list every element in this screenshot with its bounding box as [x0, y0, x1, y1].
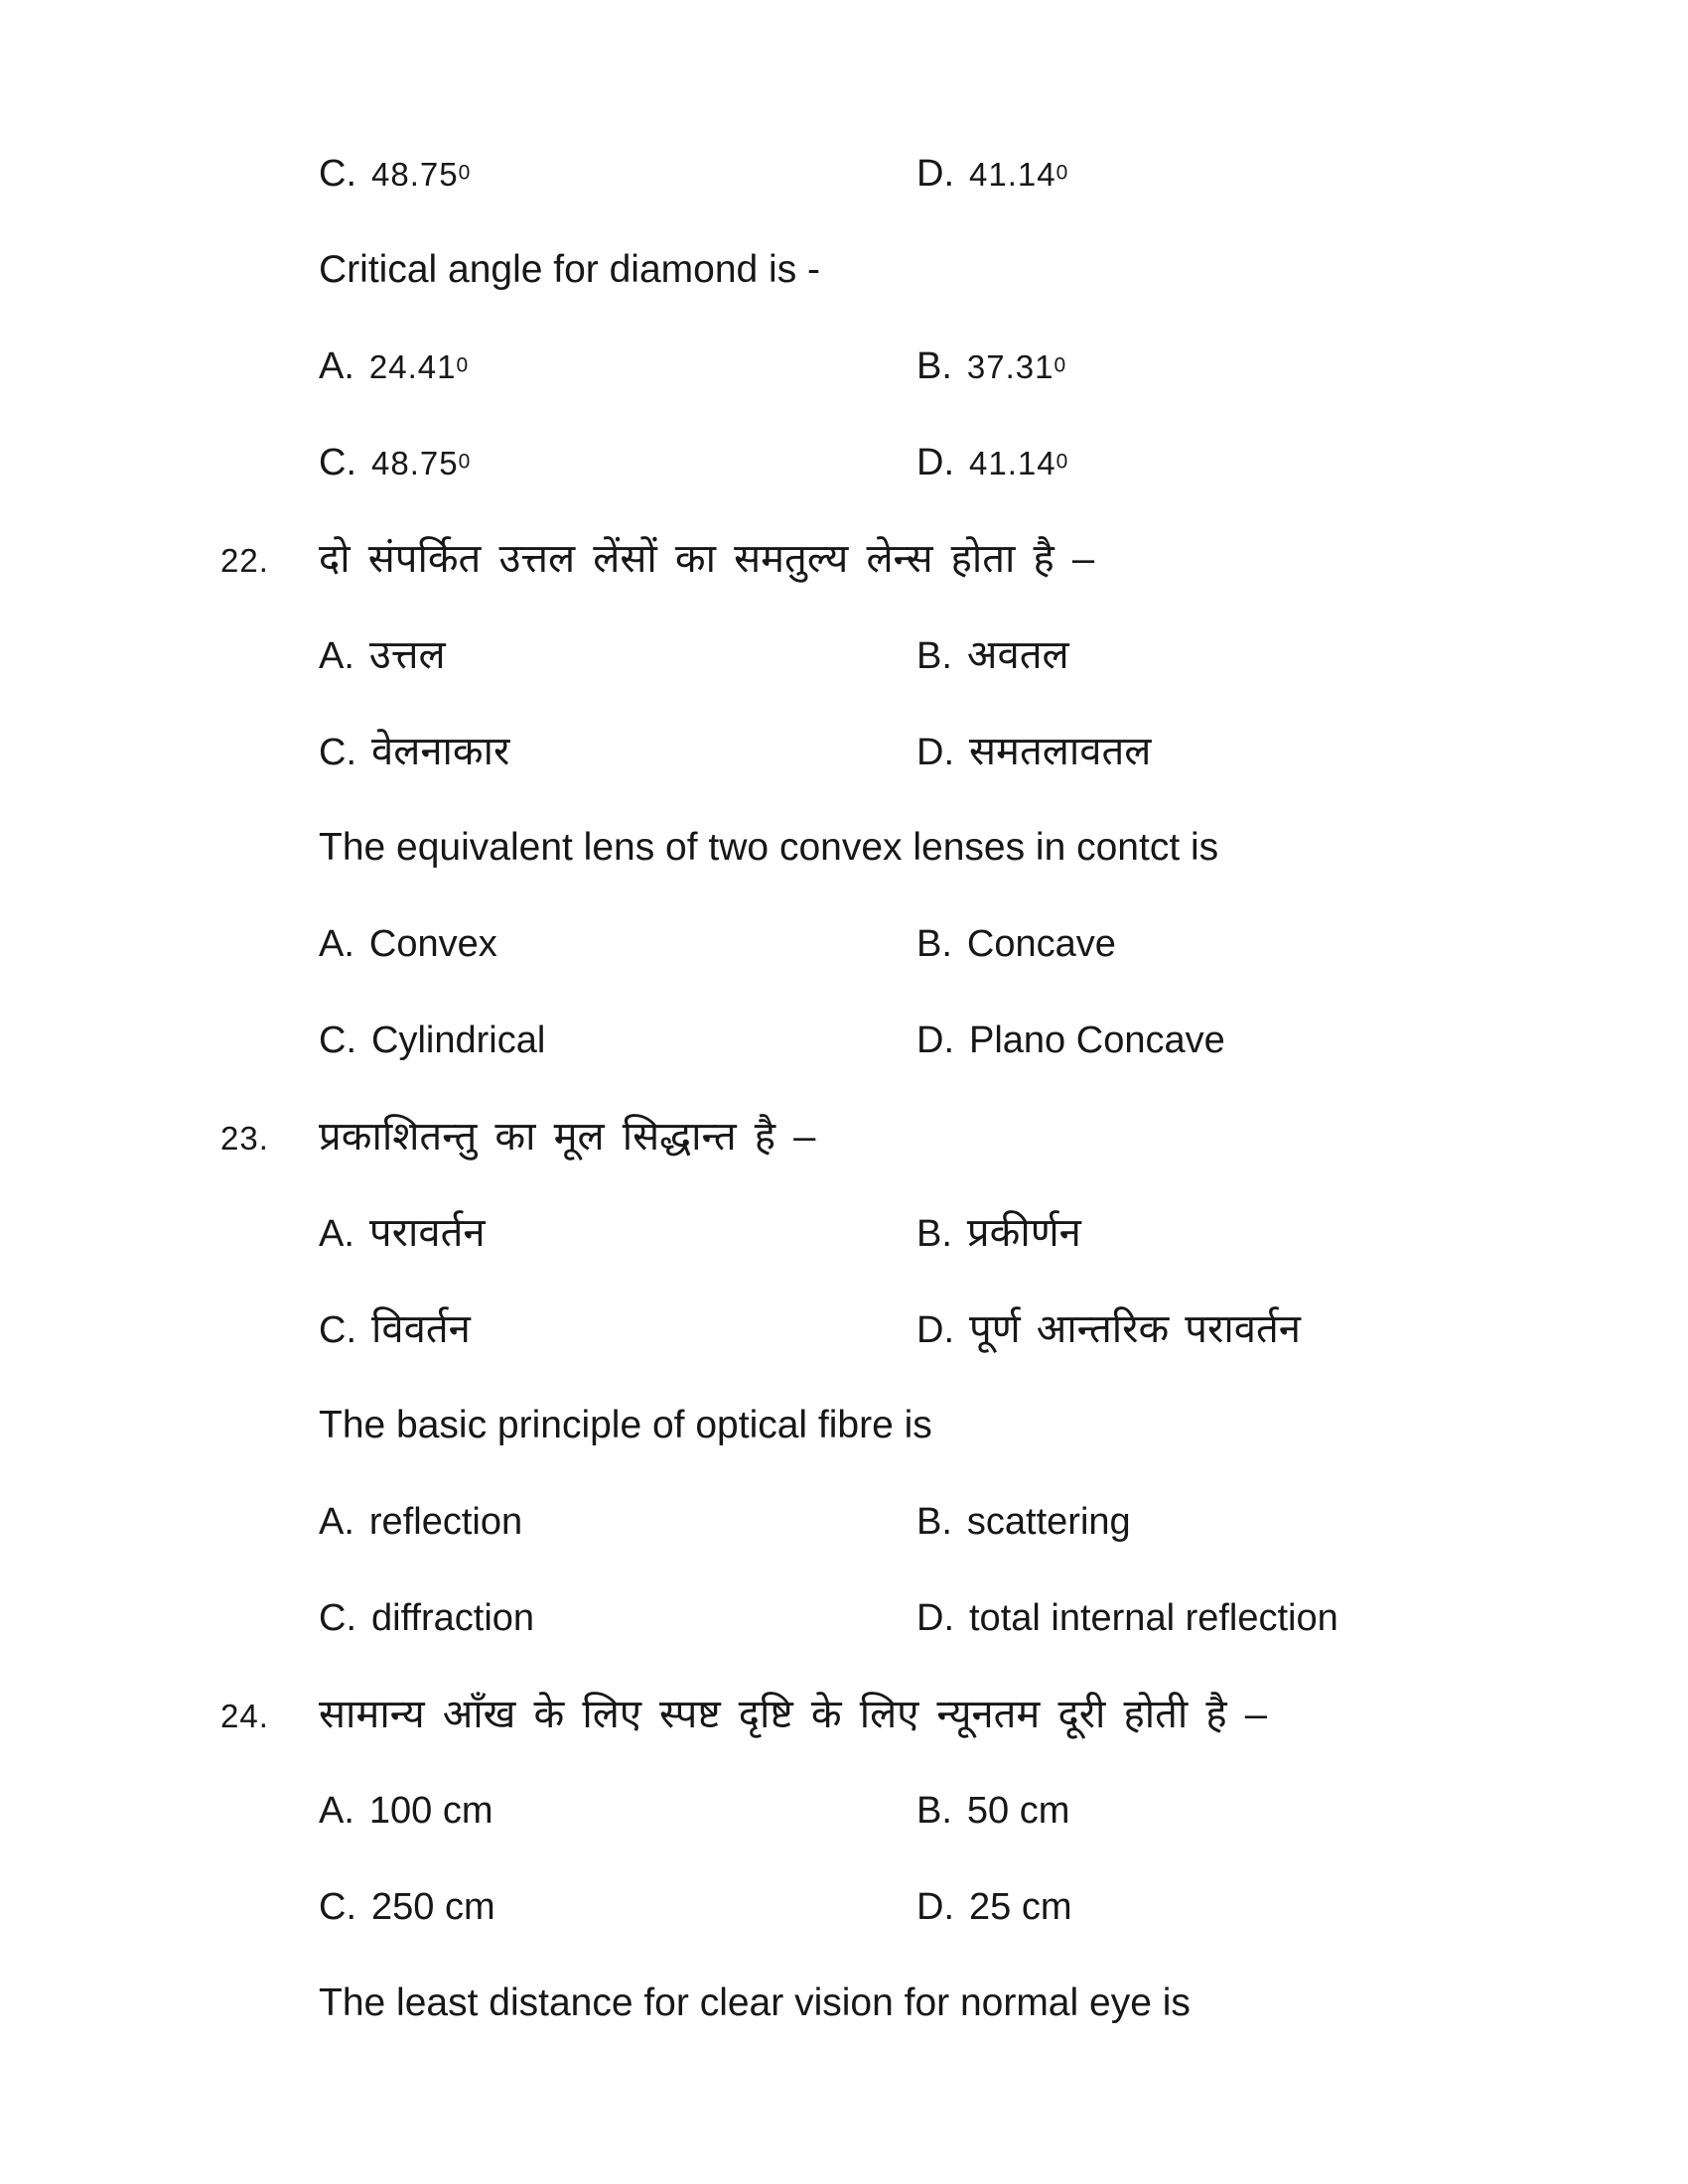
option-letter: B. [916, 345, 952, 387]
option-d [916, 1882, 1071, 1940]
option-superscript: 0 [1054, 353, 1066, 377]
option-value: 50 cm [966, 1790, 1070, 1832]
option-letter: B. [916, 1213, 952, 1255]
option-a [319, 919, 916, 977]
option-letter: C. [319, 732, 356, 773]
question-stem: सामान्य आँख के लिए स्पष्ट दृष्टि के लिए न्यूनतम दूरी होती है – [319, 1693, 1268, 1736]
question-row [0, 1690, 1688, 1786]
options-row [0, 1497, 1688, 1593]
options-row [0, 1016, 1688, 1112]
options-row [0, 727, 1688, 823]
question-stem-row [0, 1401, 1688, 1497]
option-superscript: 0 [458, 450, 471, 474]
question-number: 24. [220, 1698, 269, 1734]
option-c [319, 438, 916, 495]
question-row [0, 1112, 1688, 1208]
option-a [319, 341, 916, 399]
option-value: विवर्तन [371, 1307, 471, 1351]
options-row [0, 919, 1688, 1016]
option-c [319, 727, 916, 785]
option-letter: C. [319, 1886, 356, 1928]
option-value: अवतल [966, 633, 1069, 677]
option-letter: B. [916, 1790, 952, 1832]
option-b [916, 1786, 1069, 1843]
option-b [916, 919, 1116, 977]
option-a [319, 1208, 916, 1267]
option-value: reflection [368, 1501, 523, 1543]
option-letter: A. [319, 345, 354, 387]
options-row [0, 1786, 1688, 1882]
option-value: diffraction [371, 1597, 535, 1639]
option-value: Concave [966, 923, 1116, 965]
option-letter: B. [916, 635, 952, 677]
option-b [916, 1208, 1081, 1267]
option-letter: B. [916, 923, 952, 965]
question-stem-row [0, 823, 1688, 919]
option-value: 24.41 [368, 348, 457, 385]
question-stem-row [0, 1979, 1688, 2075]
option-a [319, 1786, 916, 1843]
option-letter: A. [319, 1790, 354, 1832]
option-value: 41.14 [969, 156, 1056, 193]
option-letter: D. [916, 1597, 954, 1639]
option-letter: D. [916, 1020, 954, 1061]
option-letter: D. [916, 732, 954, 773]
option-value: 25 cm [969, 1886, 1072, 1928]
option-letter: A. [319, 1213, 354, 1255]
option-value: 48.75 [371, 156, 459, 193]
options-row [0, 1304, 1688, 1401]
option-c [319, 149, 916, 206]
option-letter: D. [916, 442, 954, 483]
option-d [916, 438, 1067, 495]
option-d [916, 149, 1067, 206]
option-value: 250 cm [371, 1886, 495, 1928]
question-stem: The equivalent lens of two convex lenses in contct is [319, 826, 1219, 869]
options-row [0, 1208, 1688, 1304]
options-row [0, 341, 1688, 438]
option-value: वेलनाकार [371, 730, 510, 773]
question-row [0, 534, 1688, 630]
option-value: परावर्तन [368, 1211, 486, 1255]
option-c [319, 1882, 916, 1940]
option-superscript: 0 [458, 161, 471, 185]
option-value: उत्तल [368, 633, 446, 677]
option-letter: C. [319, 1597, 356, 1639]
option-value: प्रकीर्णन [966, 1211, 1081, 1255]
option-value: Cylindrical [371, 1020, 546, 1061]
option-c [319, 1016, 916, 1073]
option-superscript: 0 [456, 353, 469, 377]
option-letter: C. [319, 1020, 356, 1061]
question-stem: Critical angle for diamond is - [319, 248, 821, 291]
options-row [0, 630, 1688, 727]
option-value: total internal reflection [969, 1597, 1338, 1639]
option-superscript: 0 [1055, 450, 1068, 474]
question-number: 23. [220, 1120, 269, 1157]
options-row [0, 438, 1688, 534]
option-letter: A. [319, 635, 354, 677]
option-b [916, 341, 1065, 399]
option-letter: C. [319, 153, 356, 195]
options-row [0, 1593, 1688, 1690]
option-value: 37.31 [966, 348, 1055, 385]
option-d [916, 1593, 1338, 1651]
option-letter: A. [319, 1501, 354, 1543]
option-a [319, 1497, 916, 1555]
option-value: 100 cm [368, 1790, 493, 1832]
question-number: 22. [220, 542, 269, 579]
option-value: 41.14 [969, 445, 1056, 481]
option-value: scattering [966, 1501, 1131, 1543]
question-stem: दो संपर्कित उत्तल लेंसों का समतुल्य लेन्स होता है – [319, 537, 1095, 581]
option-letter: D. [916, 1886, 954, 1928]
option-c [319, 1304, 916, 1363]
option-b [916, 630, 1069, 689]
question-stem: The basic principle of optical fibre is [319, 1404, 932, 1446]
option-d [916, 1016, 1225, 1073]
exam-content [0, 149, 1688, 2075]
option-a [319, 630, 916, 689]
option-value: समतलावतल [969, 730, 1152, 773]
option-d [916, 1304, 1301, 1363]
option-value: 48.75 [371, 445, 459, 481]
question-stem: The least distance for clear vision for normal eye is [319, 1981, 1191, 2024]
option-b [916, 1497, 1131, 1555]
option-letter: D. [916, 1309, 954, 1351]
option-value: Convex [368, 923, 497, 965]
options-row [0, 149, 1688, 245]
option-value: पूर्ण आन्तरिक परावर्तन [969, 1307, 1301, 1351]
option-letter: D. [916, 153, 954, 195]
option-letter: C. [319, 442, 356, 483]
options-row [0, 1882, 1688, 1979]
option-c [319, 1593, 916, 1651]
option-letter: B. [916, 1501, 952, 1543]
option-letter: A. [319, 923, 354, 965]
option-letter: C. [319, 1309, 356, 1351]
option-value: Plano Concave [969, 1020, 1225, 1061]
option-superscript: 0 [1055, 161, 1068, 185]
option-d [916, 727, 1151, 785]
question-stem-row [0, 245, 1688, 341]
question-stem: प्रकाशितन्तु का मूल सिद्धान्त है – [319, 1115, 816, 1159]
